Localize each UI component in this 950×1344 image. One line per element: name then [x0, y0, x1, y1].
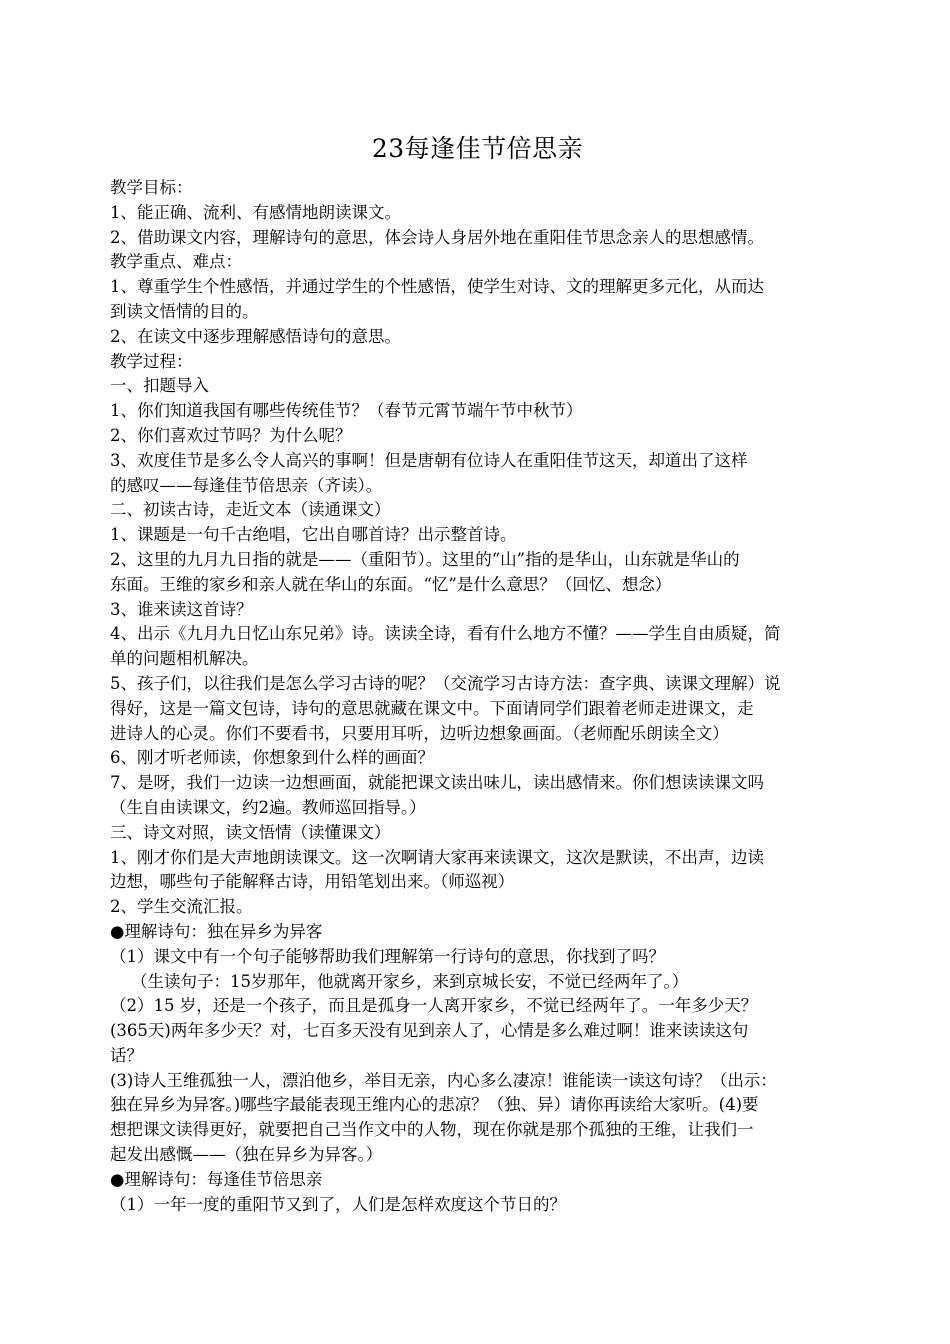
text-line: （生读句子：15岁那年，他就离开家乡，来到京城长安，不觉已经两年了。） — [110, 971, 689, 991]
text-line: 1、你们知道我国有哪些传统佳节？（春节元霄节端午节中秋节） — [110, 401, 583, 421]
text-line: 1、刚才你们是大声地朗读课文。这一次啊请大家再来读课文，这次是默读，不出声，边读 — [110, 847, 764, 867]
text-line: 5、孩子们，以往我们是怎么学习古诗的呢？（交流学习古诗方法：查字典、读课文理解）说 — [110, 673, 781, 693]
text-line: 1、课题是一句千古绝唱，它出自哪首诗？出示整首诗。 — [110, 525, 517, 545]
text-line: 7、是呀，我们一边读一边想画面，就能把课文读出味儿，读出感情来。你们想读读课文吗 — [110, 773, 764, 793]
text-line: 4、出示《九月九日忆山东兄弟》诗。读读全诗，看有什么地方不懂？——学生自由质疑，简 — [110, 624, 781, 644]
text-line: （2）15 岁，还是一个孩子，而且是孤身一人离开家乡，不觉已经两年了。一年多少天？ — [110, 996, 758, 1016]
document-body — [110, 176, 845, 1217]
text-line: 起发出感慨——（独在异乡为异客。） — [110, 1145, 383, 1165]
text-line: 教学目标： — [110, 178, 193, 197]
text-line: 想把课文读得更好，就要把自己当作文中的人物，现在你就是那个孤独的王维，让我们一 — [110, 1120, 754, 1140]
text-line: （1）课文中有一个句子能够帮助我们理解第一行诗句的意思，你找到了吗？ — [110, 946, 665, 966]
text-line: 东面。王维的家乡和亲人就在华山的东面。“忆”是什么意思？（回忆、想念） — [110, 574, 672, 594]
text-line: 话？ — [110, 1045, 143, 1065]
text-line: (3)诗人王维孤独一人，漂泊他乡，举目无亲，内心多么凄凉！谁能读一读这句诗？（出示： — [110, 1070, 777, 1090]
text-line: 边想，哪些句子能解释古诗，用铅笔划出来。（师巡视） — [110, 872, 515, 892]
text-line: 2、你们喜欢过节吗？为什么呢？ — [110, 425, 352, 445]
text-line: 2、这里的九月九日指的就是——（重阳节）。这里的“山”指的是华山，山东就是华山的 — [110, 549, 740, 569]
text-line: 2、在读文中逐步理解感悟诗句的意思。 — [110, 326, 401, 346]
text-line: 教学过程： — [110, 351, 193, 371]
text-line: 1、能正确、流利、有感情地朗读课文。 — [110, 202, 401, 222]
text-line: 2、借助课文内容，理解诗句的意思，体会诗人身居外地在重阳佳节思念亲人的思想感情。 — [110, 227, 764, 247]
text-line: ●理解诗句：独在异乡为异客 — [110, 921, 323, 941]
text-line: 二、初读古诗，走近文本（读通课文） — [110, 500, 391, 520]
text-line: 3、谁来读这首诗？ — [110, 599, 253, 619]
text-line: 6、刚才听老师读，你想象到什么样的画面？ — [110, 748, 434, 768]
text-line: 到读文悟情的目的。 — [110, 301, 259, 321]
document-title: 23每逢佳节倍思亲 — [371, 134, 584, 163]
text-line: 进诗人的心灵。你们不要看书，只要用耳听，边听边想象画面。（老师配乐朗读全文） — [110, 723, 729, 743]
text-line: 三、诗文对照，读文悟情（读懂课文） — [110, 822, 391, 842]
text-line: （生自由读课文，约2遍。教师巡回指导。） — [110, 797, 426, 817]
document-page — [110, 132, 845, 1217]
text-line: 一、扣题导入 — [110, 376, 209, 396]
text-line: 2、学生交流汇报。 — [110, 897, 253, 917]
text-line: 单的问题相机解决。 — [110, 649, 259, 669]
text-line: ●理解诗句：每逢佳节倍思亲 — [110, 1169, 323, 1189]
text-line: 的感叹——每逢佳节倍思亲（齐读）。 — [110, 475, 383, 495]
text-line: 独在异乡为异客。)哪些字最能表现王维内心的悲凉？（独、异）请你再读给大家听。(4)要 — [110, 1095, 759, 1115]
text-line: 得好，这是一篇文包诗，诗句的意思就藏在课文中。下面请同学们跟着老师走进课文，走 — [110, 698, 754, 718]
text-line: (365天)两年多少天？对，七百多天没有见到亲人了，心情是多么难过啊！谁来读读这句 — [110, 1021, 749, 1041]
text-line: 3、欢度佳节是多么令人高兴的事啊！但是唐朝有位诗人在重阳佳节这天，却道出了这样 — [110, 450, 748, 470]
text-line: （1）一年一度的重阳节又到了，人们是怎样欢度这个节日的？ — [110, 1194, 566, 1214]
text-line: 教学重点、难点： — [110, 252, 242, 272]
text-line: 1、尊重学生个性感悟，并通过学生的个性感悟，使学生对诗、文的理解更多元化，从而达 — [110, 277, 764, 297]
